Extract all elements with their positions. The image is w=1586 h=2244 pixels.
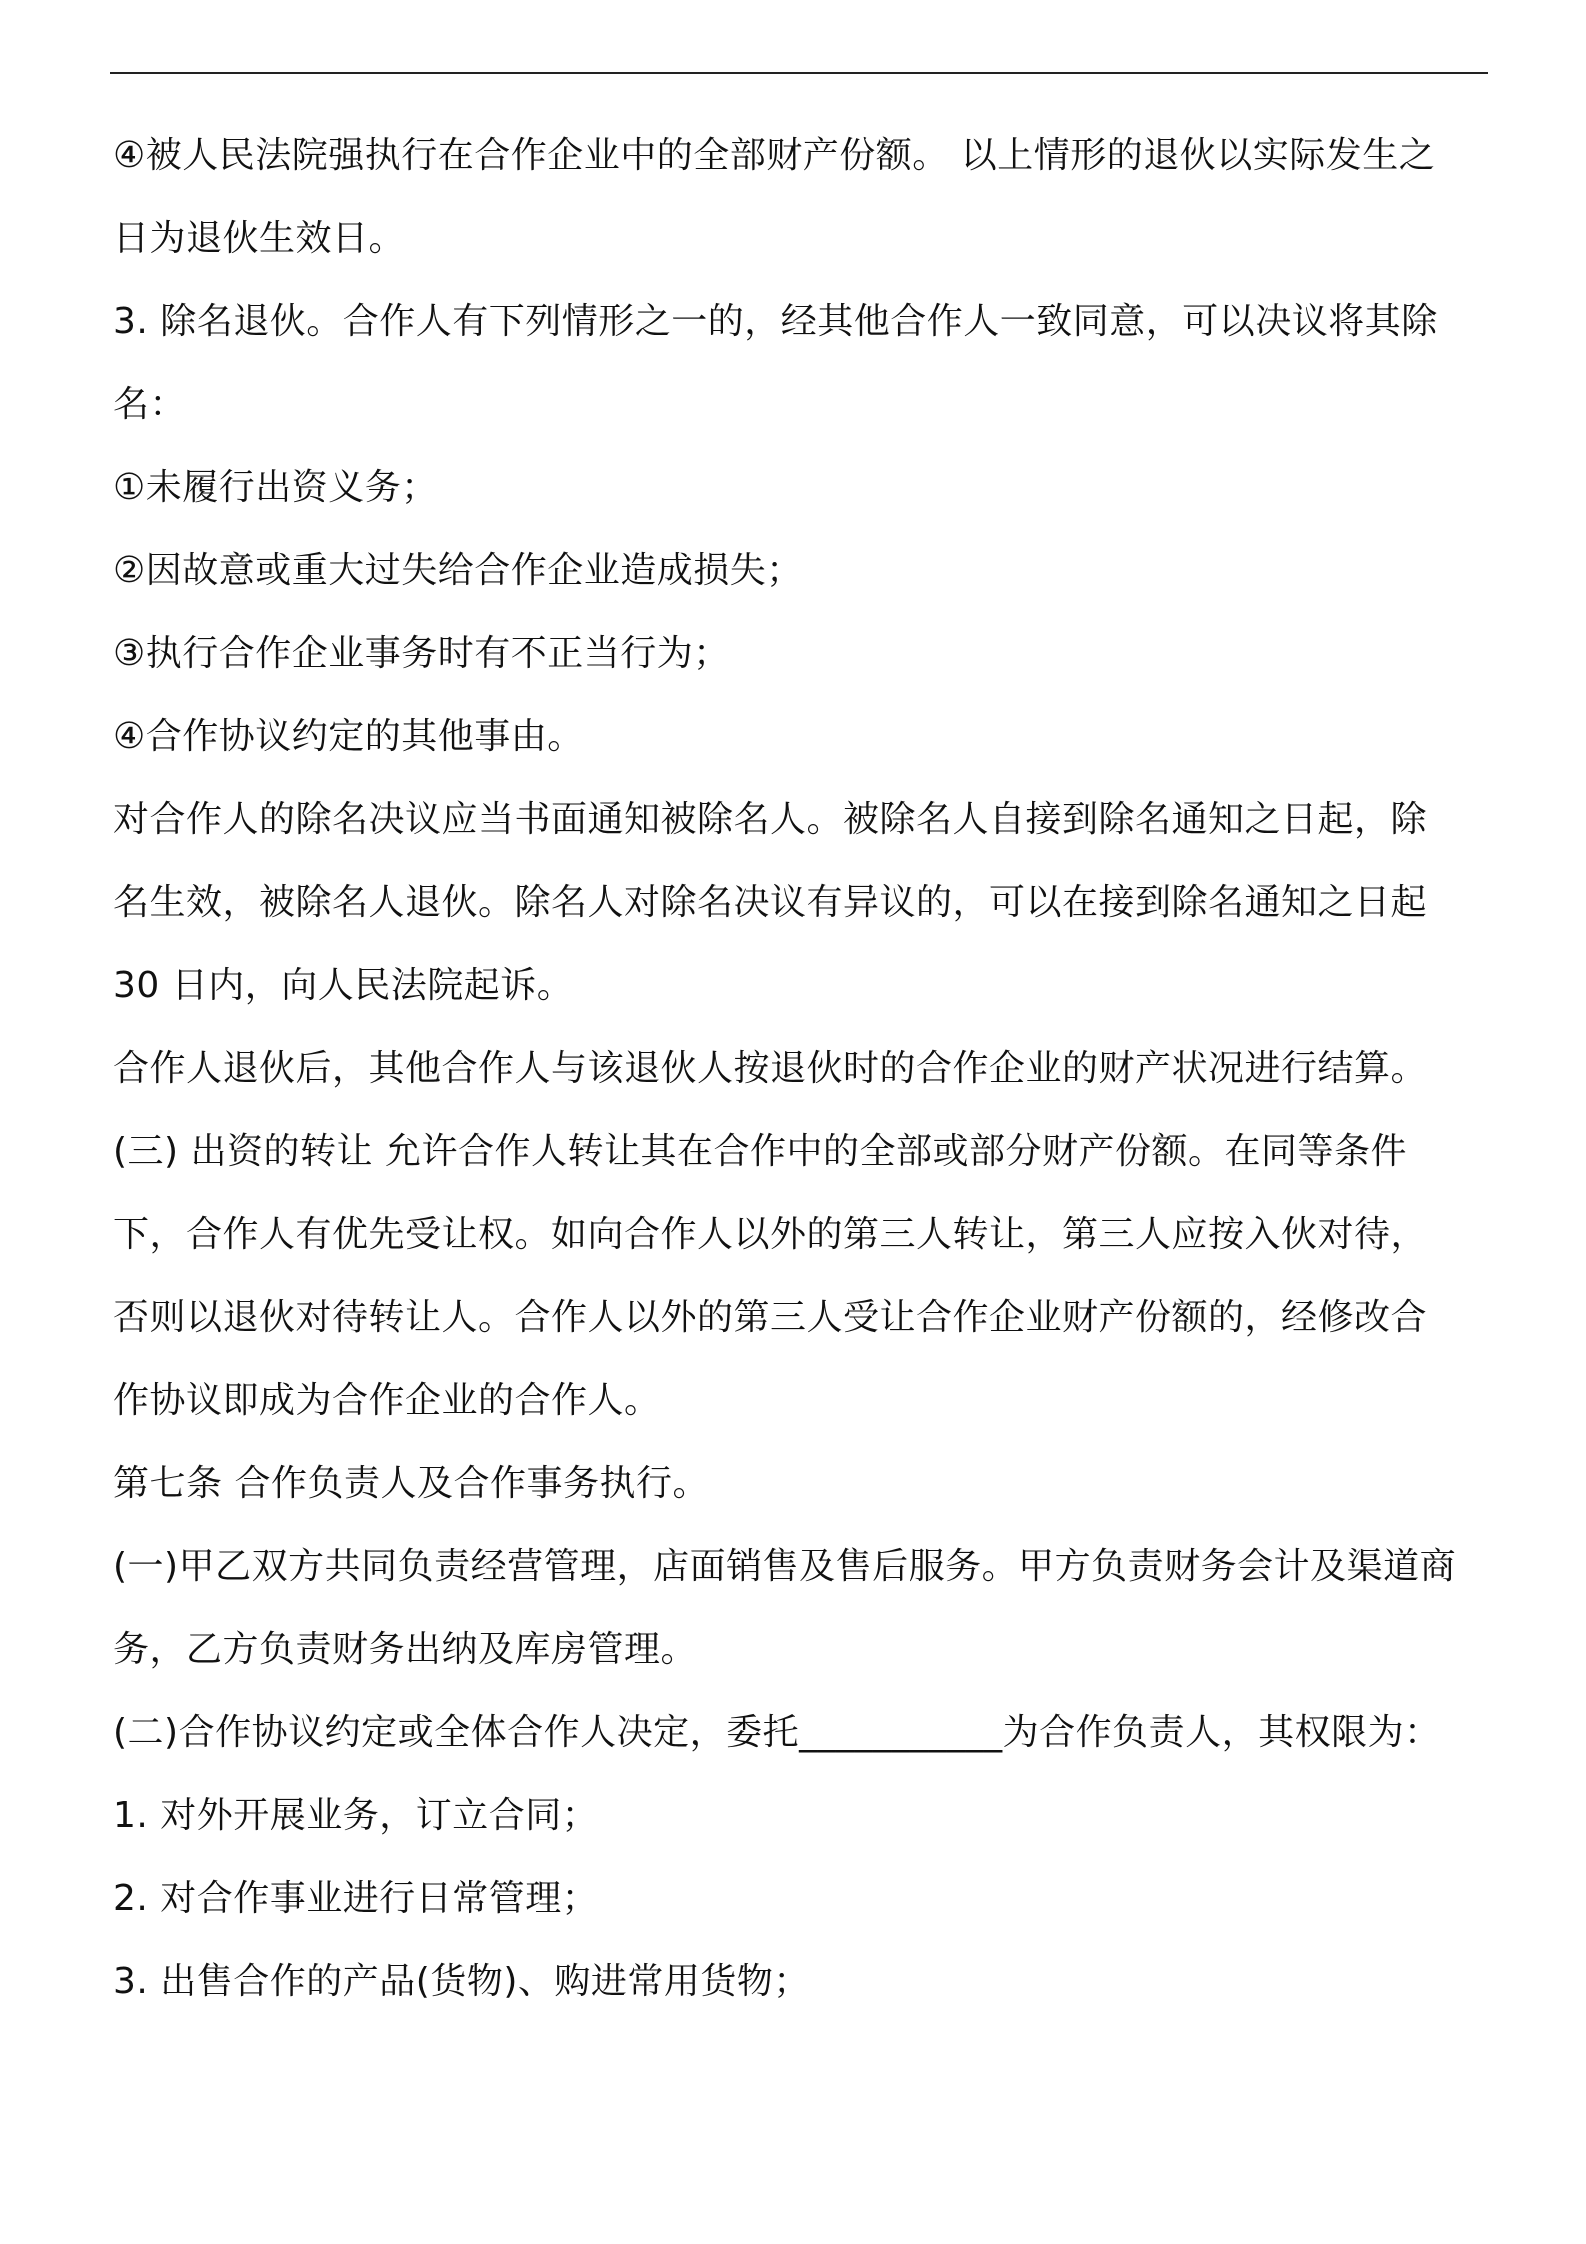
text-line-7: ③执行合作企业事务时有不正当行为； [113,633,730,674]
text-line-23: 3. 出售合作的产品(货物)、购进常用货物； [113,1961,810,2002]
text-line-18: (一)甲乙双方共同负责经营管理，店面销售及售后服务。甲方负责财务会计及渠道商 [113,1546,1457,1587]
text-line-19: 务，乙方负责财务出纳及库房管理。 [113,1629,698,1670]
header-rule [110,72,1488,74]
text-line-13: (三) 出资的转让 允许合作人转让其在合作中的全部或部分财产份额。在同等条件 [113,1131,1407,1172]
text-line-2: 日为退伙生效日。 [113,218,406,259]
text-line-12: 合作人退伙后，其他合作人与该退伙人按退伙时的合作企业的财产状况进行结算。 [113,1048,1428,1089]
text-line-16: 作协议即成为合作企业的合作人。 [113,1380,661,1421]
text-line-4: 名： [113,384,187,425]
text-line-15: 否则以退伙对待转让人。合作人以外的第三人受让合作企业财产份额的，经修改合 [113,1297,1428,1338]
text-line-14: 下，合作人有优先受让权。如向合作人以外的第三人转让，第三人应按入伙对待， [113,1214,1428,1255]
text-line-8: ④合作协议约定的其他事由。 [113,716,584,757]
text-line-22: 2. 对合作事业进行日常管理； [113,1878,599,1919]
document-body [113,114,1493,2023]
text-line-6: ②因故意或重大过失给合作企业造成损失； [113,550,803,591]
text-line-11: 30 日内，向人民法院起诉。 [113,965,574,1006]
text-line-5: ①未履行出资义务； [113,467,438,508]
text-line-9: 对合作人的除名决议应当书面通知被除名人。被除名人自接到除名通知之日起，除 [113,799,1428,840]
text-line-20: (二)合作协议约定或全体合作人决定，委托___________为合作负责人，其权限为： [113,1712,1441,1753]
text-line-3: 3. 除名退伙。合作人有下列情形之一的，经其他合作人一致同意，可以决议将其除 [113,301,1438,342]
text-line-17: 第七条 合作负责人及合作事务执行。 [113,1463,709,1504]
text-line-1: ④被人民法院强执行在合作企业中的全部财产份额。 以上情形的退伙以实际发生之 [113,135,1436,176]
text-line-10: 名生效，被除名人退伙。除名人对除名决议有异议的，可以在接到除名通知之日起 [113,882,1428,923]
text-line-21: 1. 对外开展业务，订立合同； [113,1795,599,1836]
